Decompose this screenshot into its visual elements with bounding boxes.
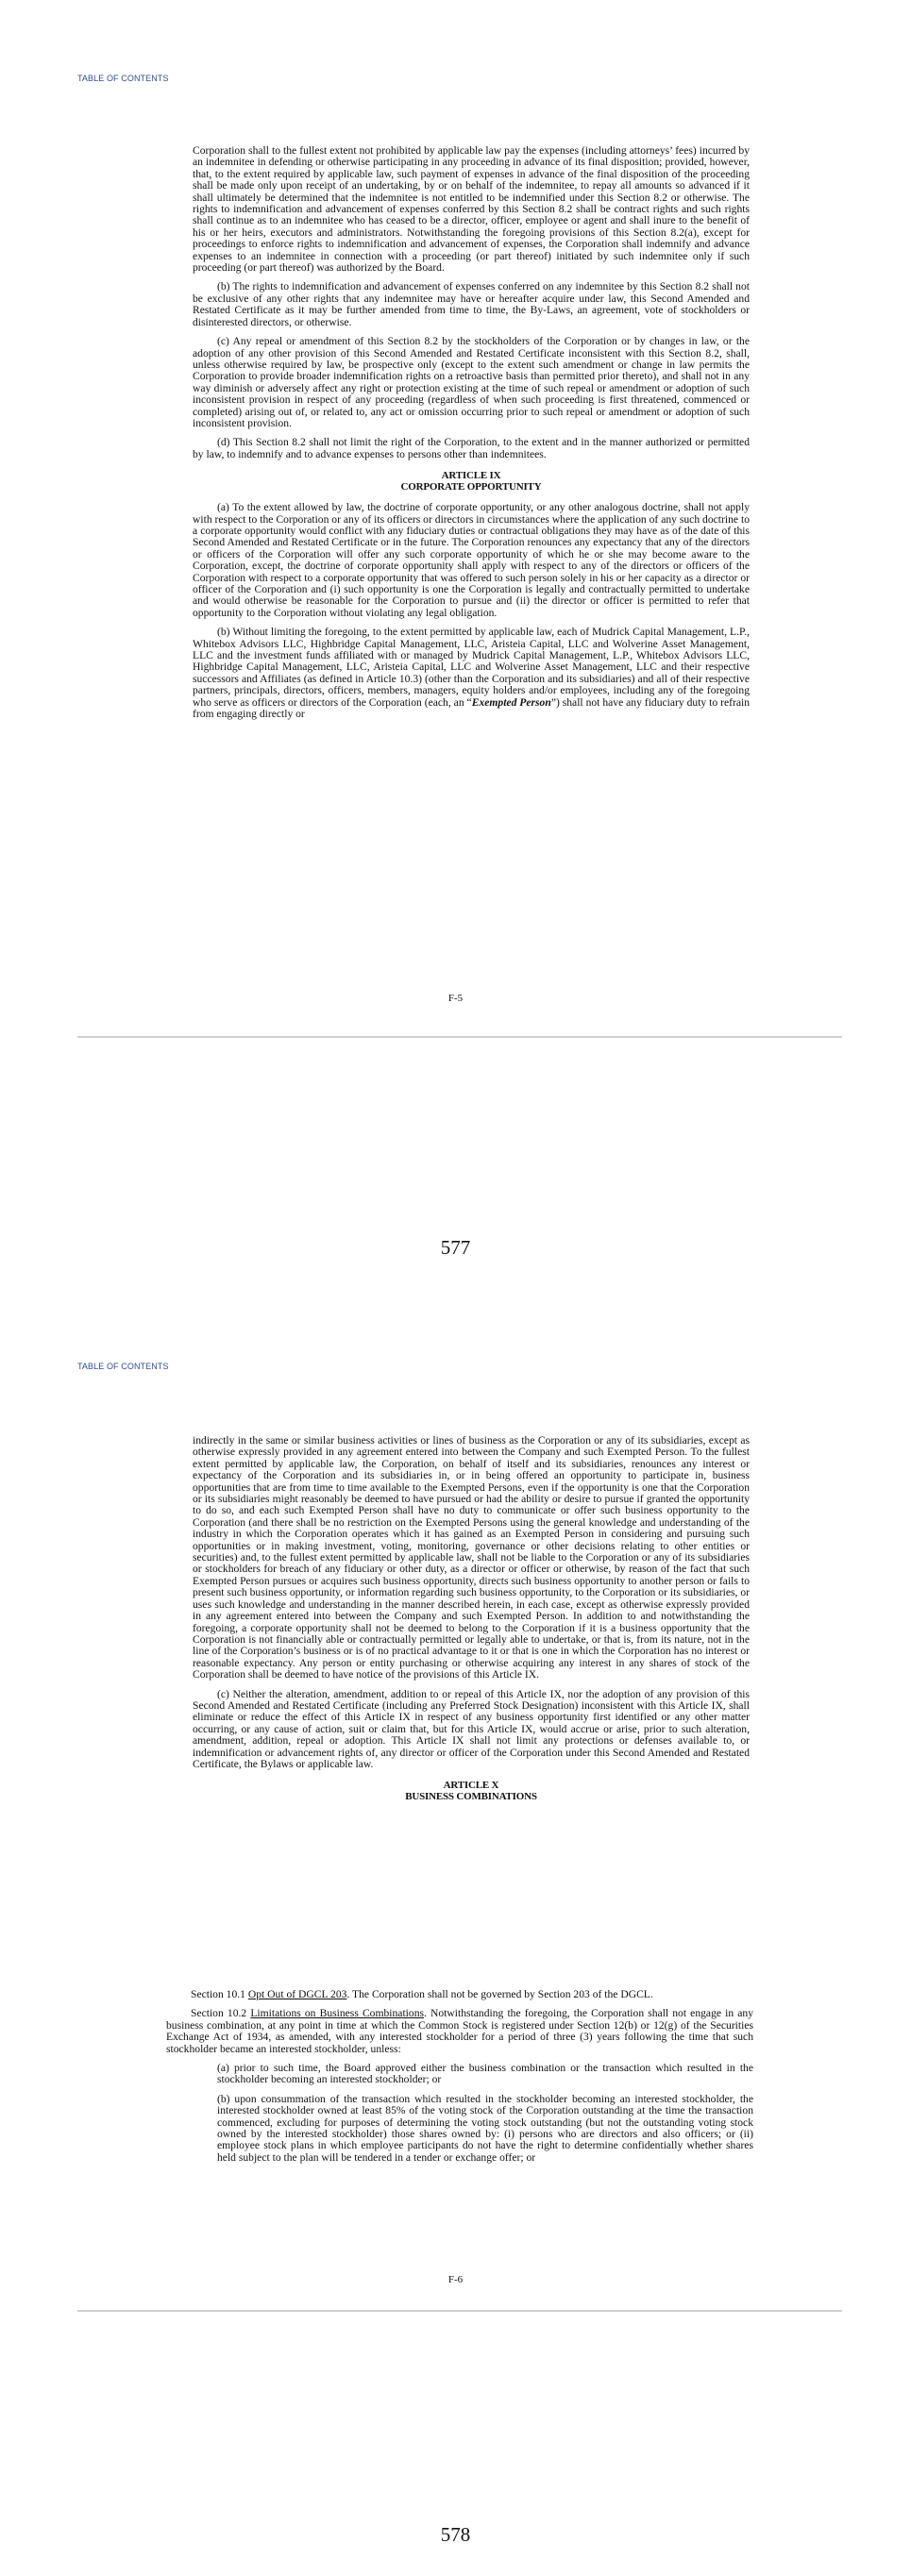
- section-10-1-text: . The Corporation shall not be governed by Section 203 of the DGCL.: [346, 1988, 653, 2000]
- section-10-2-a: (a) prior to such time, the Board approved either the business combination or the transaction which resulted in the stockholder becoming an interested stockholder; or: [217, 2062, 753, 2086]
- page-divider: [77, 2310, 842, 2312]
- paragraph-8-2-a-continued: Corporation shall to the fullest extent not prohibited by applicable law pay the expenses (including attorneys’ fees) incurred by an indemnitee in defending or otherwise participating in any proceeding in advance of its final disposition; provided, however, that, to the extent required by applicable law, such payment of expenses in advance of the final disposition of the proceeding shall be made only upon receipt of an undertaking, by or on behalf of the indemnitee, to repay all amounts so advanced if it shall ultimately be determined that the indemnitee is not entitled to be indemnified under this Section 8.2 or otherwise. The rights to indemnification and advancement of expenses conferred by this Section 8.2 shall be contract rights and such rights shall continue as to an indemnitee who has ceased to be a director, officer, employee or agent and shall inure to the benefit of his or her heirs, executors and administrators. Notwithstanding the foregoing provisions of this Section 8.2(a), except for proceedings to enforce rights to indemnification and advancement of expenses, the Corporation shall indemnify and advance expenses to an indemnitee in connection with a proceeding (or part thereof) initiated by such indemnitee only if such proceeding (or part thereof) was authorized by the Board.: [193, 144, 750, 275]
- paragraph-ix-b-text: (b) Without limiting the foregoing, to the extent permitted by applicable law, each of Mudrick Capital Management, L.P., Whitebox Advisors LLC, Highbridge Capital Management, LLC, Aristeia Capital, LLC and Wolverine Asset Management, LLC and the investment funds affiliated with or managed by Mudrick Capital Management, L.P., Whitebox Advisors LLC, Highbridge Capital Management, LLC, Aristeia Capital, LLC and Wolverine Asset Management, LLC and their respective successors and Affiliates (as defined in Article 10.3) (other than the Corporation and its subsidiaries) and all of their respective partners, principals, directors, officers, members, managers, equity holders and/or employees, including any of the foregoing who serve as officers or directors of the Corporation (each, an “: [193, 626, 750, 709]
- paragraph-8-2-c: (c) Any repeal or amendment of this Section 8.2 by the stockholders of the Corporation or by changes in law, or the adoption of any other provision of this Second Amended and Restated Certificate inconsistent with this Section 8.2, shall, unless otherwise required by law, be prospective only (except to the extent such amendment or change in law permits the Corporation to provide broader indemnification rights on a retroactive basis than permitted prior thereto), and shall not in any way diminish or adversely affect any right or protection existing at the time of such repeal or amendment or adoption of such inconsistent provision in respect of any proceeding (regardless of when such proceeding is first threatened, commenced or completed) arising out of, or related to, any act or omission occurring prior to such repeal or amendment or adoption of such inconsistent provision.: [193, 335, 750, 429]
- article-number: ARTICLE IX: [441, 470, 501, 482]
- page-folio: F-6: [447, 2274, 464, 2285]
- article-title: BUSINESS COMBINATIONS: [405, 1791, 537, 1803]
- paragraph-ix-c: (c) Neither the alteration, amendment, addition to or repeal of this Article IX, nor the adoption of any provision of this Second Amended and Restated Certificate (including any Preferred Stock Designation) inconsistent with this Article IX, shall eliminate or reduce the effect of this Article IX in respect of any business opportunity first identified or any other matter occurring, or any cause of action, suit or claim that, but for this Article IX, would accrue or arise, prior to such alteration, amendment, addition, repeal or adoption. This Article IX shall not limit any protections or defenses available to, or indemnification or advancement rights of, any director or officer of the Corporation under this Second Amended and Restated Certificate, the Bylaws or applicable law.: [193, 1687, 750, 1770]
- section-10-1-number: Section 10.1: [191, 1988, 248, 2000]
- paragraph-ix-b: [193, 627, 750, 720]
- article-number: ARTICLE X: [443, 1780, 499, 1792]
- table-of-contents-link[interactable]: TABLE OF CONTENTS: [77, 1362, 169, 1371]
- page-number: 577: [440, 1236, 471, 1259]
- section-10-2: [166, 2008, 753, 2055]
- page-divider: [77, 1036, 842, 1038]
- defined-term-exempted-person: Exempted Person: [471, 695, 551, 709]
- section-10-2-heading: Limitations on Business Combinations: [250, 2007, 425, 2020]
- page-2-body: [193, 1435, 750, 1812]
- page-1-body: [193, 145, 750, 728]
- paragraph-ix-a: (a) To the extent allowed by law, the doctrine of corporate opportunity, or any other analogous doctrine, shall not apply with respect to the Corporation or any of its officers or directors in circumstances where the application of any such doctrine to a corporate opportunity would conflict with any fiduciary duties or contractual obligations they may have as of the date of this Second Amended and Restated Certificate or in the future. The Corporation renounces any expectancy that any of the directors or officers of the Corporation will offer any such corporate opportunity of which he or she may become aware to the Corporation, except, the doctrine of corporate opportunity shall apply with respect to any of the directors or officers of the Corporation with respect to a corporate opportunity that was offered to such person solely in his or her capacity as a director or officer of the Corporation and (i) such opportunity is one the Corporation is legally and contractually permitted to undertake and would otherwise be reasonable for the Corporation to pursue and (ii) the director or officer is permitted to refer that opportunity to the Corporation without violating any legal obligation.: [193, 501, 750, 619]
- section-10-2-number: Section 10.2: [191, 2007, 251, 2020]
- article-title: CORPORATE OPPORTUNITY: [400, 481, 542, 493]
- paragraph-8-2-d: (d) This Section 8.2 shall not limit the right of the Corporation, to the extent and in the manner authorized or permitted by law, to indemnify and to advance expenses to persons other than indemnitees.: [193, 436, 750, 460]
- table-of-contents-link[interactable]: TABLE OF CONTENTS: [77, 74, 169, 83]
- section-10-2-text: . Notwithstanding the foregoing, the Corporation shall not engage in any business combination, at any point in time at which the Common Stock is registered under Section 12(b) or 12(g) of the Securities Exchange Act of 1934, as amended, with any interested stockholder for a period of three (3) years following the time that such stockholder became an interested stockholder, unless:: [166, 2007, 753, 2055]
- section-10-1-heading: Opt Out of DGCL 203: [247, 1988, 347, 2000]
- paragraph-ix-b-text-end: ”) shall not have any fiduciary duty to refrain from engaging directly or: [193, 695, 750, 721]
- section-10-2-b: (b) upon consummation of the transaction which resulted in the stockholder becoming an interested stockholder, the interested stockholder owned at least 85% of the voting stock of the Corporation outstanding at the time the transaction commenced, excluding for purposes of determining the voting stock outstanding (but not the outstanding voting stock owned by the interested stockholder) those shares owned by: (i) persons who are directors and also officers; or (ii) employee stock plans in which employee participants do not have the right to determine confidentially whether shares held subject to the plan will be tendered in a tender or exchange offer; or: [217, 2092, 753, 2164]
- paragraph-8-2-b: (b) The rights to indemnification and advancement of expenses conferred on any indemnitee by this Section 8.2 shall not be exclusive of any other rights that any indemnitee may have or hereafter acquire under law, this Second Amended and Restated Certificate as it may be further amended from time to time, the By-Laws, an agreement, vote of stockholders or disinterested directors, or otherwise.: [193, 280, 750, 328]
- section-10-1: [166, 1989, 753, 2000]
- page-number: 578: [440, 2523, 471, 2546]
- article-ix-heading: [193, 470, 750, 493]
- page-folio: F-5: [447, 993, 464, 1004]
- page-2-body-sections: [166, 1989, 753, 2171]
- paragraph-ix-b-continued: indirectly in the same or similar business activities or lines of business as the Corporation or any of its subsidiaries, except as otherwise expressly provided in any agreement entered into between the Company and such Exempted Person. To the fullest extent permitted by applicable law, the Corporation, on behalf of itself and its subsidiaries, renounces any interest or expectancy of the Corporation and its subsidiaries in, or in being offered an opportunity to participate in, business opportunities that are from time to time available to the Exempted Persons, even if the opportunity is one that the Corporation or its subsidiaries might reasonably be deemed to have pursued or had the ability or desire to pursue if granted the opportunity to do so, and each such Exempted Person shall have no duty to communicate or offer such business opportunity to the Corporation (and there shall be no restriction on the Exempted Persons using the general knowledge and understanding of the industry in which the Corporation operates which it has gained as an Exempted Person in considering and pursuing such opportunities or in making investment, voting, monitoring, governance or other decisions relating to other entities or securities) and, to the fullest extent permitted by applicable law, shall not be liable to the Corporation or any of its subsidiaries or stockholders for breach of any fiduciary or other duty, as a director or officer or otherwise, by reason of the fact that such Exempted Person pursues or acquires such business opportunity, directs such business opportunity to another person or fails to present such business opportunity, or information regarding such business opportunity, to the Corporation or its subsidiaries, or uses such knowledge and understanding in the manner described herein, in each case, except as otherwise expressly provided in any agreement entered into between the Company and such Exempted Person. In addition to and notwithstanding the foregoing, a corporate opportunity shall not be deemed to belong to the Corporation if it is a business opportunity that the Corporation is not financially able or contractually permitted or legally able to undertake, or that is, from its nature, not in the line of the Corporation’s business or is of no practical advantage to it or that is one in which the Corporation has no interest or reasonable expectancy. Any person or entity purchasing or otherwise acquiring any interest in any shares of stock of the Corporation shall be deemed to have notice of the provisions of this Article IX.: [193, 1434, 750, 1681]
- article-x-heading: [193, 1780, 750, 1802]
